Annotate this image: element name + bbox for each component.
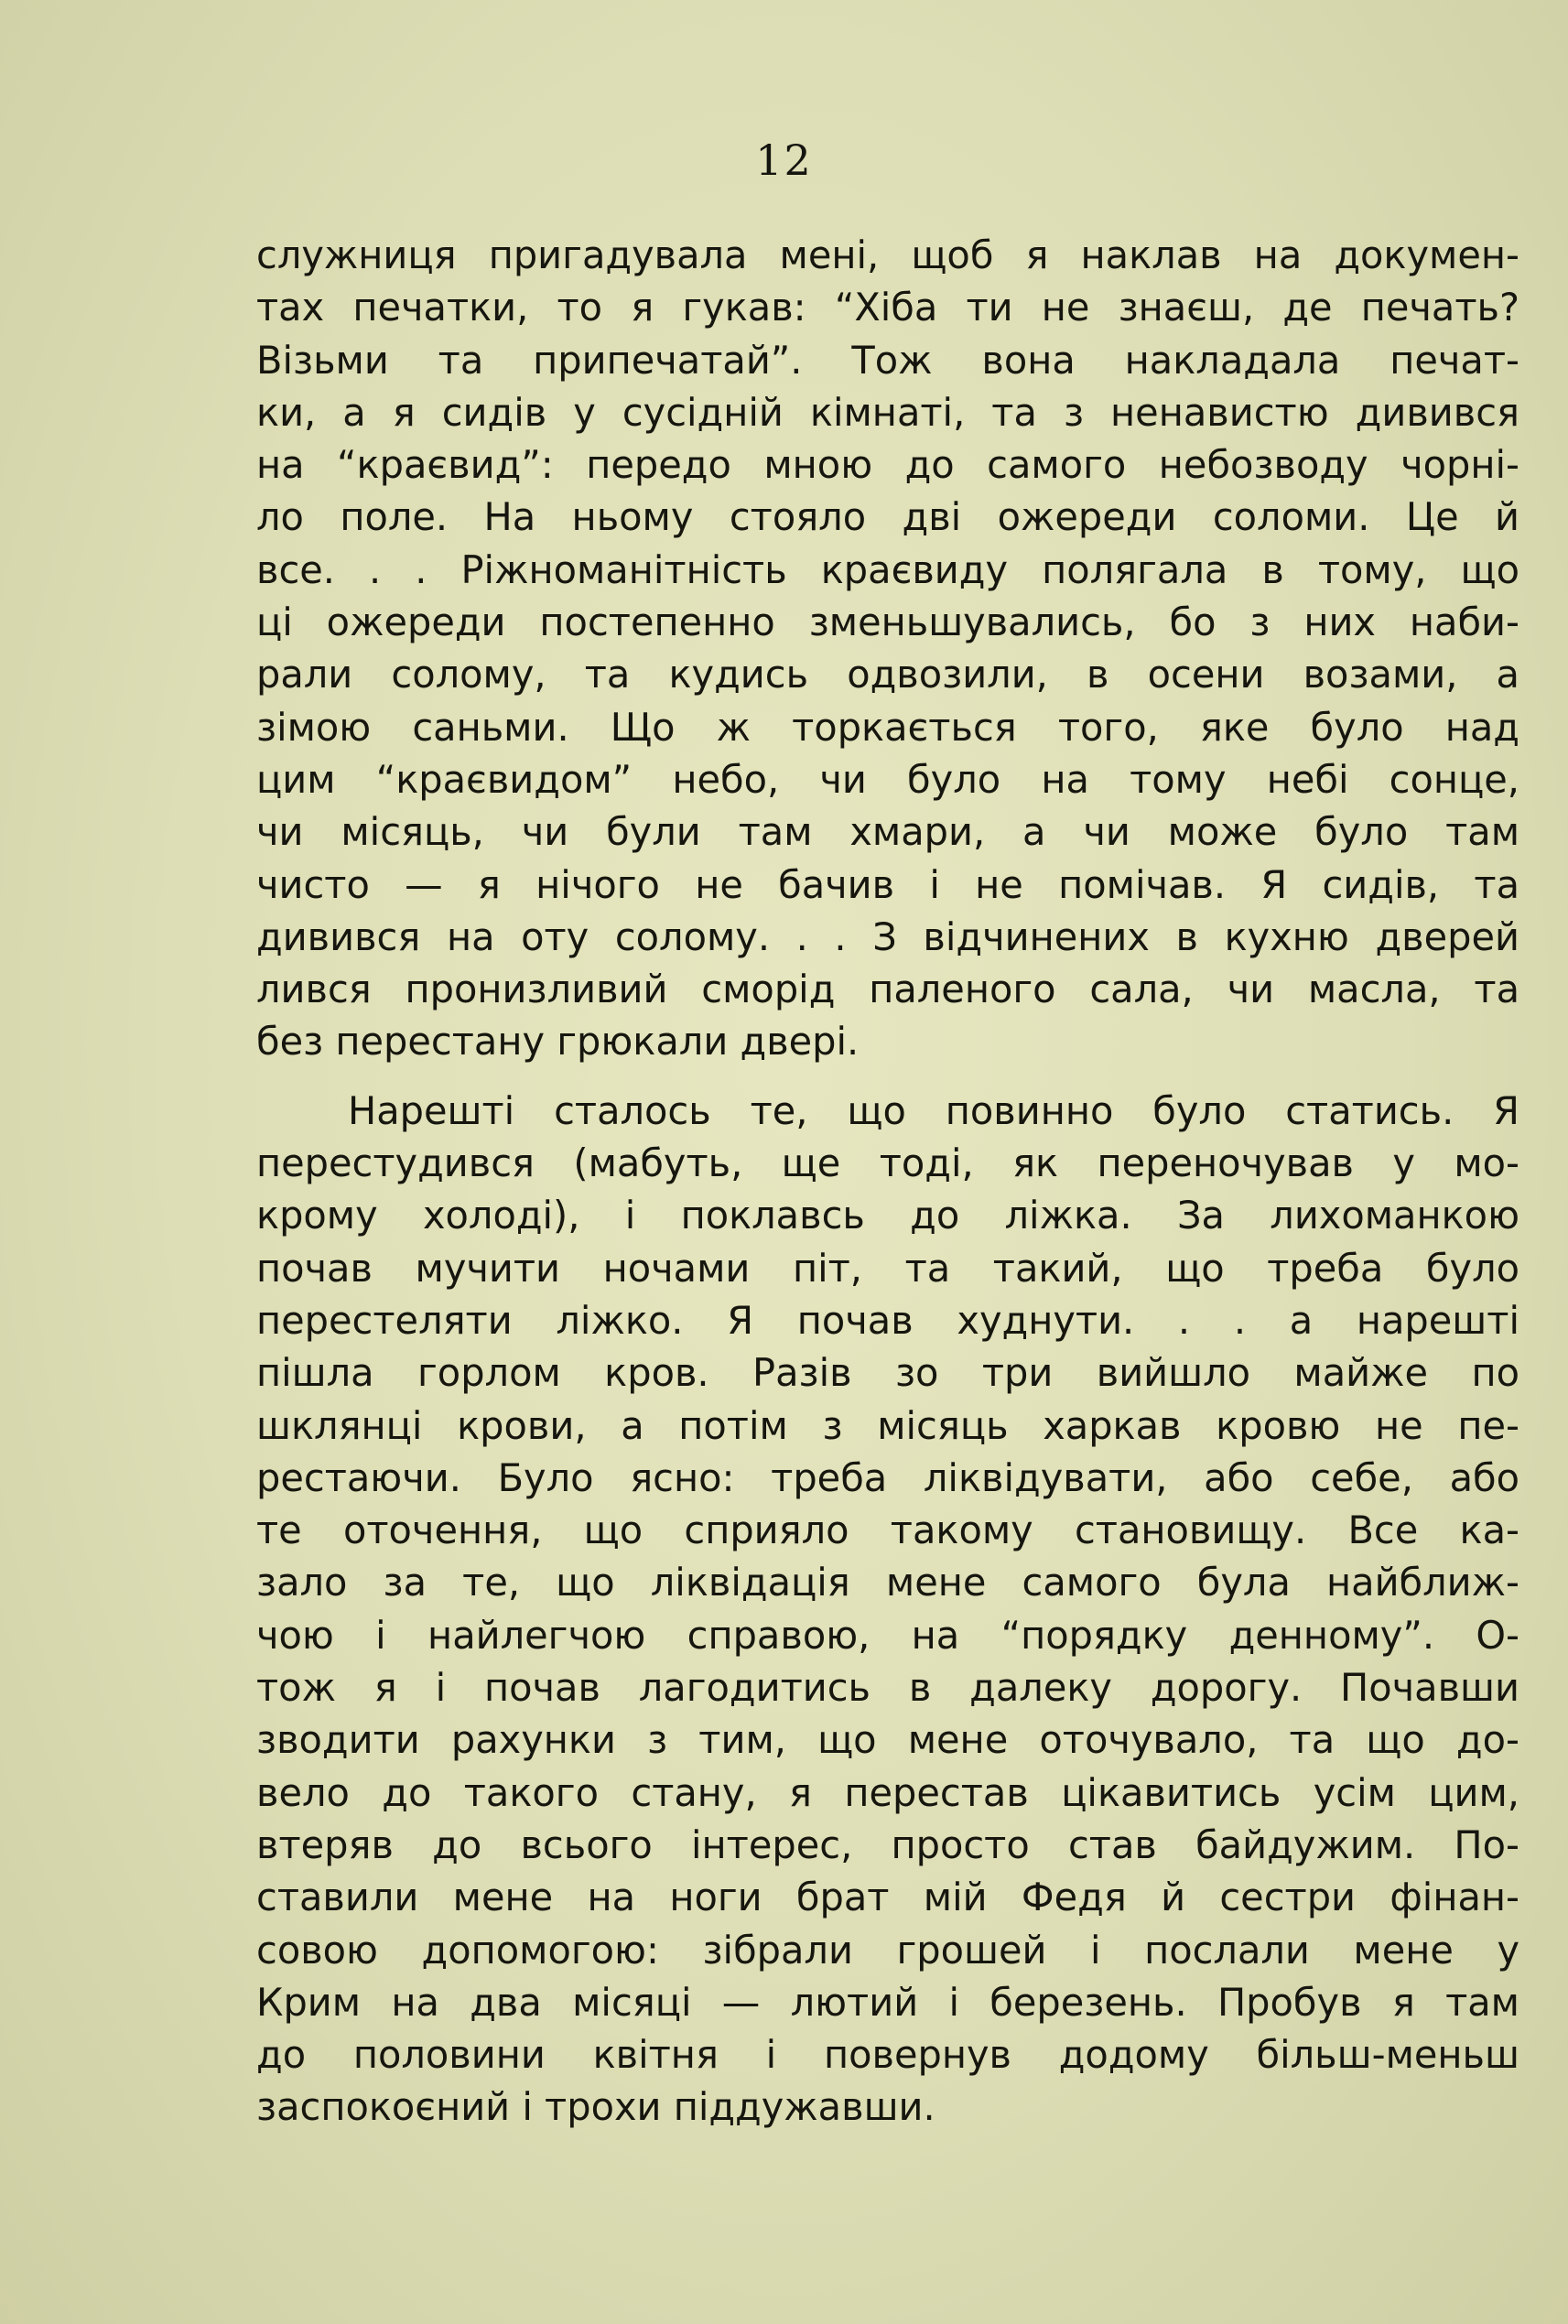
text-line: перестеляти ліжко. Я почав худнути. . . а нарешті (256, 1297, 1519, 1343)
text-line: Нарешті сталось те, що повинно було статись. Я (348, 1087, 1519, 1133)
text-line: на “краєвид”: передо мною до самого небозводу чорні- (256, 442, 1519, 488)
text-line: зімою саньми. Що ж торкається того, яке було над (256, 704, 1519, 750)
text-line: те оточення, що сприяло такому становищу. Все ка- (256, 1508, 1519, 1553)
paragraph-2 (256, 1085, 1519, 2134)
text-line: чою і найлегчою справою, на “порядку денному”. О- (256, 1612, 1519, 1658)
text-line: зводити рахунки з тим, що мене оточувало, та що до- (256, 1717, 1519, 1763)
text-line: служниця пригадувала мені, щоб я наклав на докумен- (256, 232, 1519, 277)
text-line: Крим на два місяці — лютий і березень. Пробув я там (256, 1979, 1519, 2025)
text-line: дивився на оту солому. . . З відчинених в кухню дверей (256, 913, 1519, 959)
text-line: до половини квітня і повернув додому більш-меньш (256, 2032, 1519, 2078)
text-line: чисто — я нічого не бачив і не помічав. Я сидів, та (256, 861, 1519, 907)
text-line: ки, а я сидів у сусідній кімнаті, та з ненавистю дивився (256, 389, 1519, 435)
text-line: почав мучити ночами піт, та такий, що треба було (256, 1245, 1519, 1291)
text-line: ставили мене на ноги брат мій Федя й сестри фінан- (256, 1875, 1519, 1920)
text-line: крому холоді), і поклавсь до ліжка. За лихоманкою (256, 1193, 1519, 1238)
text-line: перестудився (мабуть, ще тоді, як переночував у мо- (256, 1140, 1519, 1186)
text-line: цим “краєвидом” небо, чи було на тому небі сонце, (256, 756, 1519, 802)
text-line: без перестану грюкали двері. (256, 1019, 860, 1065)
text-line: Візьми та припечатай”. Тож вона накладала печат- (256, 337, 1519, 383)
text-line: заспокоєний і трохи піддужавши. (256, 2084, 935, 2130)
text-line: рали солому, та кудись одвозили, в осени возами, а (256, 652, 1519, 697)
page-number: 12 (755, 135, 813, 185)
text-line: рестаючи. Було ясно: треба ліквідувати, або себе, або (256, 1454, 1519, 1500)
text-line: ло поле. На ньому стояло дві ожереди соломи. Це й (256, 494, 1519, 540)
paragraph-gap (256, 1068, 1519, 1085)
text-line: лився пронизливий сморід паленого сала, чи масла, та (256, 967, 1519, 1012)
paragraph-1 (256, 229, 1519, 1068)
text-line: втеряв до всього інтерес, просто став байдужим. По- (256, 1821, 1519, 1867)
text-line: пішла горлом кров. Разів зо три вийшло майже по (256, 1350, 1519, 1396)
text-line: зало за те, що ліквідація мене самого була найближ- (256, 1560, 1519, 1605)
text-line: тож я і почав лагодитись в далеку дорогу. Почавши (256, 1665, 1519, 1711)
text-line: тах печатки, то я гукав: “Хіба ти не знаєш, де печать? (256, 285, 1519, 330)
body-text (256, 229, 1519, 2134)
text-line: все. . . Ріжноманітність краєвиду полягала в тому, що (256, 546, 1519, 592)
text-line: чи місяць, чи були там хмари, а чи може було там (256, 809, 1519, 855)
text-line: ці ожереди постепенно зменьшувались, бо з них наби- (256, 600, 1519, 645)
text-line: вело до такого стану, я перестав цікавитись усім цим, (256, 1769, 1519, 1815)
text-line: шклянці крови, а потім з місяць харкав кровю не пе- (256, 1402, 1519, 1448)
text-line: совою допомогою: зібрали грошей і послали мене у (256, 1927, 1519, 1973)
